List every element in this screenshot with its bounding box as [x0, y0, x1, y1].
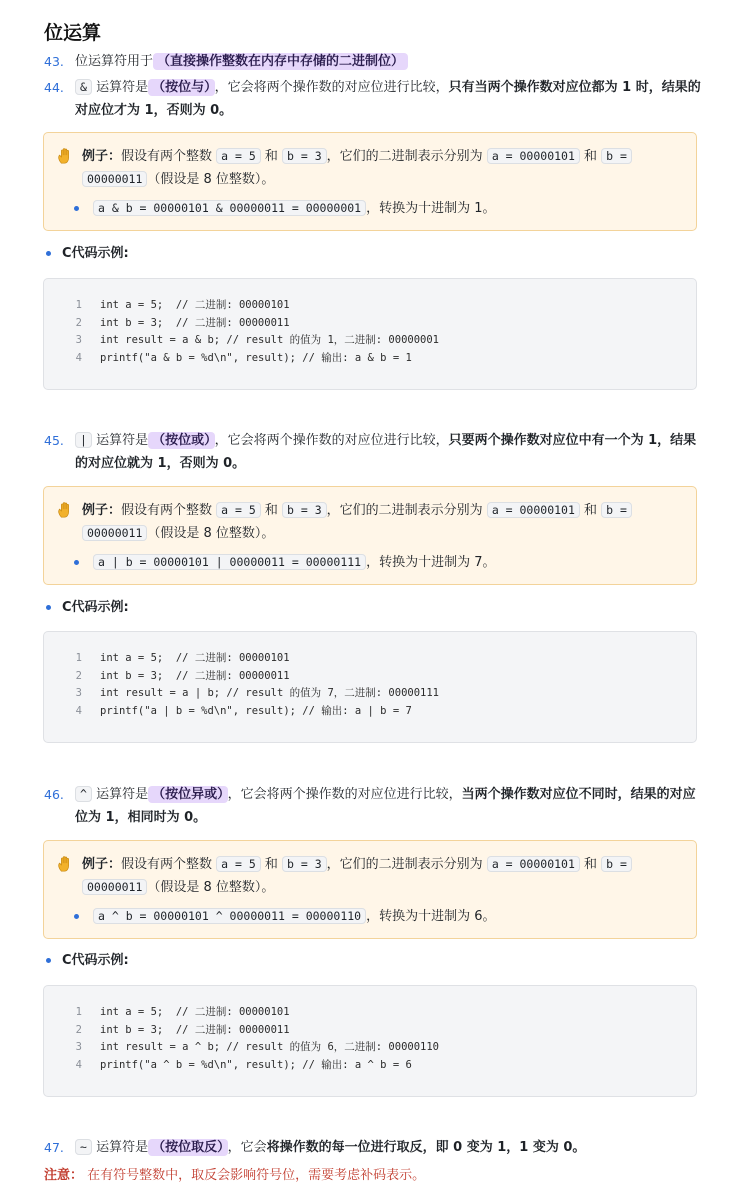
item-text: 运算符是	[91, 787, 149, 802]
item-bold-text: 将操作数的每一位进行取反，即 0 变为 1，1 变为 0。	[266, 1140, 586, 1155]
item-number: 47.	[44, 1140, 64, 1155]
code-b-binary: 00000011	[82, 525, 147, 541]
highlight-term: （按位与）	[148, 79, 215, 96]
code-line	[44, 332, 696, 350]
example-text	[82, 499, 682, 545]
raised-hand-icon	[56, 501, 74, 519]
result-line	[74, 551, 682, 574]
code-b: b = 3	[282, 148, 327, 164]
code-line	[44, 315, 696, 333]
example-text-part: ，它们的二进制表示分别为	[326, 149, 487, 164]
example-text-part: 和	[260, 503, 283, 518]
example-callout	[43, 132, 697, 231]
code-text: int b = 3; // 二进制: 00000011	[100, 669, 290, 682]
list-item-46	[44, 783, 704, 829]
code-label	[46, 244, 129, 264]
code-a-binary: a = 00000101	[487, 502, 580, 518]
code-line	[44, 703, 696, 721]
highlight-term: （按位或）	[148, 432, 215, 449]
example-text-part: 和	[260, 857, 283, 872]
example-callout	[43, 840, 697, 939]
example-label: 例子：	[82, 857, 122, 872]
list-item-47	[44, 1136, 704, 1159]
result-text: ，转换为十进制为 1。	[366, 201, 496, 216]
raised-hand-icon	[56, 855, 74, 873]
example-text-part: ，它们的二进制表示分别为	[326, 503, 487, 518]
example-text	[82, 853, 682, 899]
code-b: b = 3	[282, 502, 327, 518]
line-number: 2	[75, 316, 82, 329]
code-a-binary: a = 00000101	[487, 856, 580, 872]
code-block-and[interactable]	[43, 278, 697, 390]
example-text-part: （假设是 8 位整数）。	[147, 172, 275, 187]
code-text: printf("a ^ b = %d\n", result); // 输出: a ^ b = 6	[100, 1059, 412, 1072]
example-text-part: 假设有两个整数	[121, 857, 217, 872]
example-text-part: （假设是 8 位整数）。	[147, 526, 275, 541]
code-line	[44, 350, 696, 368]
item-number: 46.	[44, 787, 64, 802]
code-line	[44, 1022, 696, 1040]
bullet-dot	[74, 206, 79, 211]
code-b-binary: 00000011	[82, 171, 147, 187]
list-item-45	[44, 429, 704, 475]
result-expression: a ^ b = 00000101 ^ 00000011 = 00000110	[93, 908, 366, 924]
line-number: 4	[75, 705, 82, 718]
operator-code: ~	[75, 1139, 92, 1155]
code-line	[44, 1039, 696, 1057]
code-line	[44, 1004, 696, 1022]
example-text-part: 和	[579, 503, 602, 518]
item-text: 运算符是	[91, 1140, 149, 1155]
item-text: ，它会将两个操作数的对应位进行比较，	[227, 787, 462, 802]
example-text-part: 假设有两个整数	[121, 149, 217, 164]
example-text-part: 和	[579, 857, 602, 872]
code-block-or[interactable]	[43, 631, 697, 743]
code-text: int result = a & b; // result 的值为 1，二进制: 00000001	[100, 334, 440, 347]
item-bold-text: 只有当两个操作数对应位都为 1 时，结果的对应位才为 1，否则为 0。	[75, 80, 701, 118]
result-line	[74, 197, 682, 220]
operator-code: ^	[75, 786, 92, 802]
line-number: 2	[75, 1023, 82, 1036]
note-label: 注意：	[44, 1168, 84, 1183]
code-text: int result = a | b; // result 的值为 7，二进制: 00000111	[100, 687, 440, 700]
code-a: a = 5	[216, 856, 261, 872]
example-label: 例子：	[82, 149, 122, 164]
code-line	[44, 668, 696, 686]
item-text: 位运算符用于	[75, 54, 154, 69]
line-number: 1	[75, 299, 82, 311]
highlight-term: （按位取反）	[148, 1139, 228, 1156]
section-title: 位运算	[44, 22, 102, 44]
result-text: ，转换为十进制为 6。	[366, 909, 496, 924]
item-number: 45.	[44, 433, 64, 448]
item-text: ，它会将两个操作数的对应位进行比较，	[214, 80, 449, 95]
item-text: 运算符是	[91, 80, 149, 95]
code-label	[46, 598, 129, 618]
code-a: a = 5	[216, 502, 261, 518]
item-text: ，它会将两个操作数的对应位进行比较，	[214, 433, 449, 448]
item-text: ，它会	[227, 1140, 267, 1155]
result-expression: a & b = 00000101 & 00000011 = 00000001	[93, 200, 366, 216]
bullet-dot	[46, 251, 51, 256]
example-text-part: ，它们的二进制表示分别为	[326, 857, 487, 872]
code-text: int b = 3; // 二进制: 00000011	[100, 316, 290, 329]
highlight-term: （直接操作整数在内存中存储的二进制位）	[153, 53, 408, 70]
code-line	[44, 650, 696, 668]
line-number: 3	[75, 1041, 82, 1054]
bullet-dot	[74, 560, 79, 565]
code-line	[44, 1057, 696, 1075]
item-text: 运算符是	[91, 433, 149, 448]
code-text: printf("a | b = %d\n", result); // 输出: a | b = 7	[100, 705, 412, 718]
code-b-binary: 00000011	[82, 879, 147, 895]
result-line	[74, 905, 682, 928]
code-label-text: C代码示例:	[62, 953, 129, 968]
line-number: 1	[75, 652, 82, 664]
line-number: 2	[75, 669, 82, 682]
example-text-part: 和	[579, 149, 602, 164]
line-number: 4	[75, 352, 82, 365]
code-line	[44, 685, 696, 703]
code-text: int a = 5; // 二进制: 00000101	[100, 1006, 290, 1018]
code-label-text: C代码示例:	[62, 600, 129, 615]
code-text: int b = 3; // 二进制: 00000011	[100, 1023, 290, 1036]
highlight-term: （按位异或）	[148, 786, 228, 803]
code-text: int a = 5; // 二进制: 00000101	[100, 652, 290, 664]
bullet-dot	[46, 958, 51, 963]
note	[44, 1166, 425, 1186]
code-label	[46, 951, 129, 971]
example-text-part: 假设有两个整数	[121, 503, 217, 518]
code-label-text: C代码示例:	[62, 246, 129, 261]
code-b-binary: b =	[601, 856, 632, 872]
note-text: 在有符号整数中，取反会影响符号位，需要考虑补码表示。	[83, 1168, 426, 1183]
item-number: 43.	[44, 54, 64, 69]
code-text: int a = 5; // 二进制: 00000101	[100, 299, 290, 311]
list-item-43	[44, 50, 704, 73]
item-bold-text: 只要两个操作数对应位中有一个为 1，结果的对应位就为 1，否则为 0。	[75, 433, 697, 471]
code-text: int result = a ^ b; // result 的值为 6，二进制: 00000110	[100, 1041, 440, 1054]
example-callout	[43, 486, 697, 585]
item-number: 44.	[44, 80, 64, 95]
list-item-44	[44, 76, 704, 122]
example-text-part: （假设是 8 位整数）。	[147, 880, 275, 895]
code-b: b = 3	[282, 856, 327, 872]
raised-hand-icon	[56, 147, 74, 165]
bullet-dot	[46, 605, 51, 610]
line-number: 3	[75, 687, 82, 700]
operator-code: &	[75, 79, 92, 95]
line-number: 1	[75, 1006, 82, 1018]
code-text: printf("a & b = %d\n", result); // 输出: a & b = 1	[100, 352, 412, 365]
code-b-binary: b =	[601, 502, 632, 518]
result-expression: a | b = 00000101 | 00000011 = 00000111	[93, 554, 366, 570]
example-text-part: 和	[260, 149, 283, 164]
code-block-xor[interactable]	[43, 985, 697, 1097]
code-a: a = 5	[216, 148, 261, 164]
code-line	[44, 297, 696, 315]
example-label: 例子：	[82, 503, 122, 518]
operator-code: |	[75, 432, 92, 448]
item-bold-text: 当两个操作数对应位不同时，结果的对应位为 1，相同时为 0。	[75, 787, 696, 825]
result-text: ，转换为十进制为 7。	[366, 555, 496, 570]
code-a-binary: a = 00000101	[487, 148, 580, 164]
bullet-dot	[74, 914, 79, 919]
line-number: 4	[75, 1059, 82, 1072]
code-b-binary: b =	[601, 148, 632, 164]
example-text	[82, 145, 682, 191]
line-number: 3	[75, 334, 82, 347]
